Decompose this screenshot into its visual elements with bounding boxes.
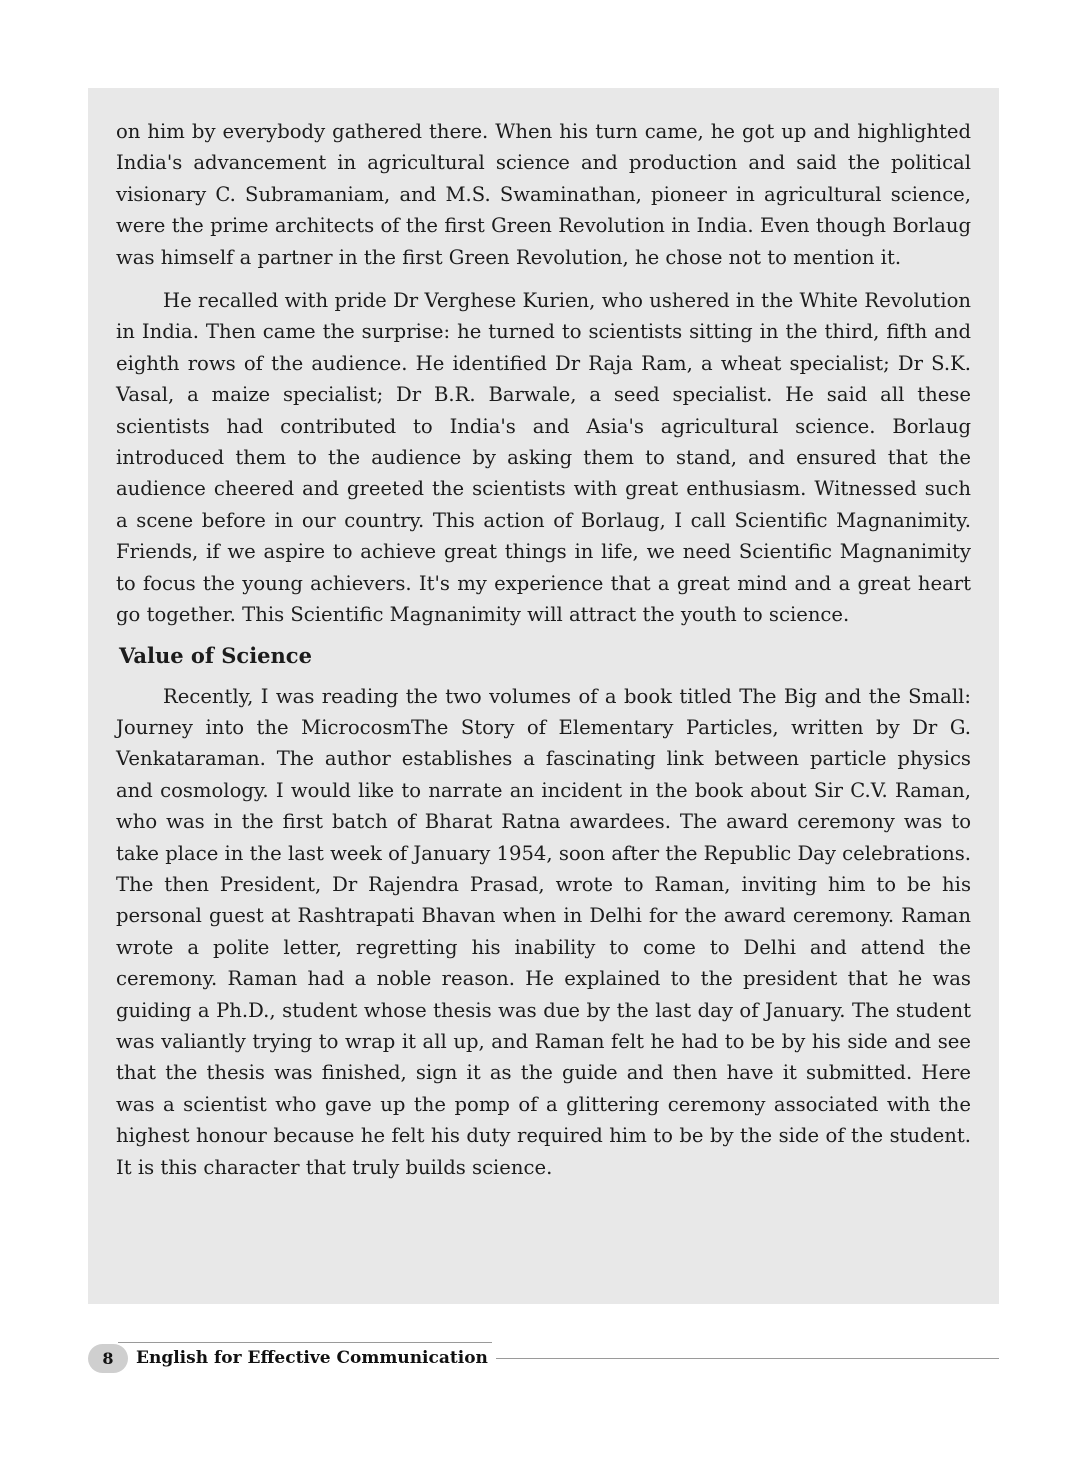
footer-rule-right: [496, 1358, 999, 1359]
paragraph-scientific-magnanimity: He recalled with pride Dr Verghese Kurien, who ushered in the White Revolution in India. Then came the surprise: he turned to scientists sitting in the third, fifth and eighth rows of the audience. He identified Dr Raja Ram, a wheat specialist; Dr S.K. Vasal, a maize specialist; Dr B.R. Barwale, a seed specialist. He said all these scientists had contributed to India's and Asia's agricultural science. Borlaug introduced them to the audience by asking them to stand, and ensured that the audience cheered and greeted the scientists with great enthusiasm. Witnessed such a scene before in our country. This action of Borlaug, I call Scientific Magnanimity. Friends, if we aspire to achieve great things in life, we need Scientific Magnanimity to focus the young achievers. It's my experience that a great mind and a great heart go together. This Scientific Magnanimity will attract the youth to science.: [116, 289, 971, 627]
paragraph-borlaug-speech: on him by everybody gathered there. When his turn came, he got up and highlighted India's advancement in agricultural science and production and said the political visionary C. Subramaniam, and M.S. Swaminathan, pioneer in agricultural science, were the prime architects of the first Green Revolution in India. Even though Borlaug was himself a partner in the first Green Revolution, he chose not to mention it.: [116, 120, 971, 269]
text-panel: [88, 88, 999, 1304]
page-footer: [88, 1341, 999, 1377]
page-number: 8: [88, 1344, 128, 1373]
book-title: English for Effective Communication: [136, 1348, 488, 1368]
footer-rule-top: [118, 1342, 492, 1343]
paragraph-cv-raman: Recently, I was reading the two volumes of a book titled The Big and the Small: Journey into the MicrocosmThe Story of Elementary Particles, written by Dr G. Venkataraman. The author establishes a fascinating link between particle physics and cosmology. I would like to narrate an incident in the book about Sir C.V. Raman, who was in the first batch of Bharat Ratna awardees. The award ceremony was to take place in the last week of January 1954, soon after the Republic Day celebrations. The then President, Dr Rajendra Prasad, wrote to Raman, inviting him to be his personal guest at Rashtrapati Bhavan when in Delhi for the award ceremony. Raman wrote a polite letter, regretting his inability to come to Delhi and attend the ceremony. Raman had a noble reason. He explained to the president that he was guiding a Ph.D., student whose thesis was due by the last day of January. The student was valiantly trying to wrap it all up, and Raman felt he had to be by his side and see that the thesis was finished, sign it as the guide and then have it submitted. Here was a scientist who gave up the pomp of a glittering ceremony associated with the highest honour because he felt his duty required him to be by the side of the student. It is this character that truly builds science.: [116, 684, 972, 1179]
section-heading: Value of Science: [119, 642, 312, 668]
